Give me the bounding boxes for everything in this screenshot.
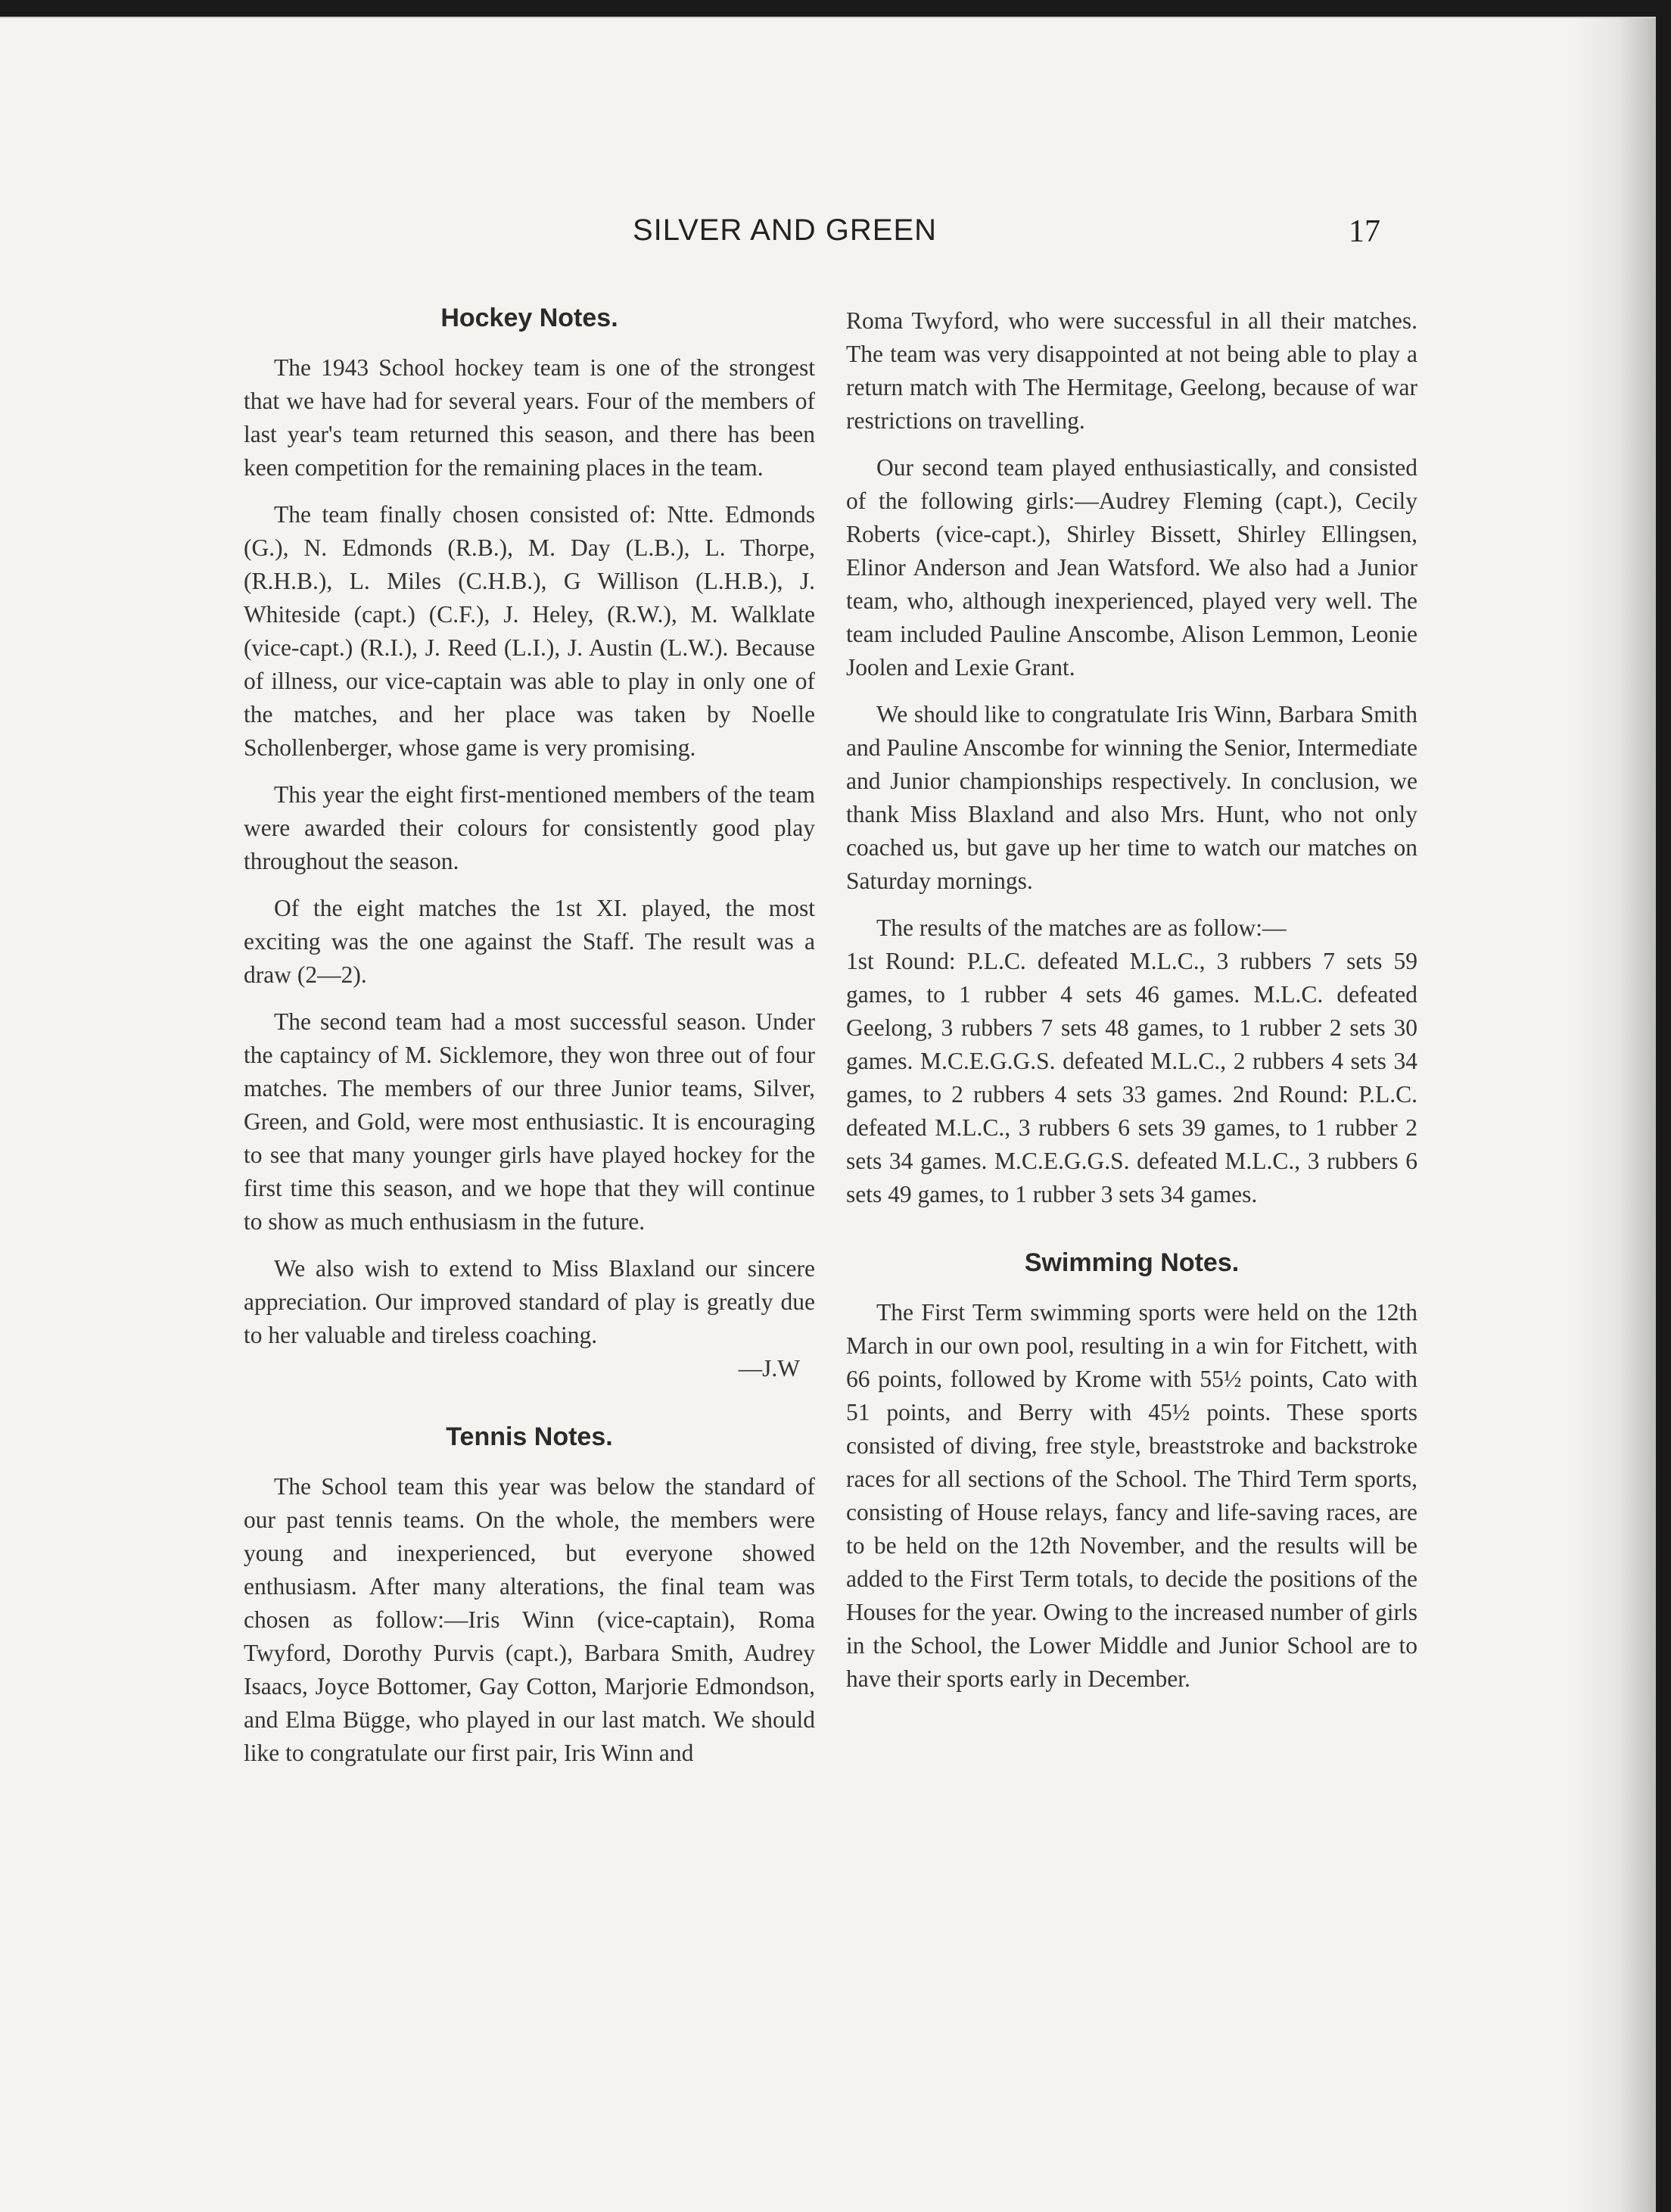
- hockey-heading: Hockey Notes.: [440, 304, 618, 332]
- tennis-paragraph-continued: Roma Twyford, who were successful in all their matches. The team was very disappointed at not being able to play a return match with The Hermitage, Geelong, because of war restrictions on travelling.: [846, 307, 1417, 434]
- right-column: [846, 304, 1417, 1709]
- signature-line: [244, 1352, 815, 1385]
- hockey-paragraph: Of the eight matches the 1st XI. played, the most exciting was the one against the Staff. The result was a draw (2—2).: [244, 895, 815, 988]
- tennis-heading: Tennis Notes.: [446, 1422, 613, 1451]
- spine-shadow: [1573, 18, 1656, 2212]
- tennis-paragraph: Our second team played enthusiastically, and consisted of the following girls:—Audrey Fleming (capt.), Cecily Roberts (vice-capt.), Shirley Bissett, Shirley Ellingsen, Elinor Anderson and Jean Watsford. We also had a Junior team, who, although inexperienced, played very well. The team included Pauline Anscombe, Alison Lemmon, Leonie Joolen and Lexie Grant.: [846, 454, 1417, 681]
- hockey-paragraph: This year the eight first-mentioned members of the team were awarded their colours for consistently good play throughout the season.: [244, 781, 815, 874]
- left-column: [244, 300, 815, 1784]
- hockey-signature: —J.W: [738, 1355, 800, 1382]
- tennis-results: 1st Round: P.L.C. defeated M.L.C., 3 rubbers 7 sets 59 games, to 1 rubber 4 sets 46 games. M.L.C. defeated Geelong, 3 rubbers 7 sets 48 games, to 1 rubber 2 sets 30 games. M.C.E.G.G.S. defeated M.L.C., 2 rubbers 4 sets 34 games, to 2 rubbers 4 sets 33 games. 2nd Round: P.L.C. defeated M.L.C., 3 rubbers 6 sets 39 games, to 1 rubber 2 sets 34 games. M.C.E.G.G.S. defeated M.L.C., 3 rubbers 6 sets 49 games, to 1 rubber 3 sets 34 games.: [846, 948, 1417, 1207]
- hockey-paragraph: We also wish to extend to Miss Blaxland our sincere appreciation. Our improved standard of play is greatly due to her valuable and tireless coaching.: [244, 1255, 815, 1348]
- tennis-results-intro: The results of the matches are as follow:—: [876, 914, 1287, 941]
- hockey-paragraph: The team finally chosen consisted of: Ntte. Edmonds (G.), N. Edmonds (R.B.), M. Day (L.B.), L. Thorpe, (R.H.B.), L. Miles (C.H.B.), G Willison (L.H.B.), J. Whiteside (capt.) (C.F.), J. Heley, (R.W.), M. Walklate (vice-capt.) (R.I.), J. Reed (L.I.), J. Austin (L.W.). Because of illness, our vice-captain was able to play in only one of the matches, and her place was taken by Noelle Schollenberger, whose game is very promising.: [244, 501, 815, 761]
- page-number: 17: [1349, 214, 1380, 249]
- tennis-paragraph: The School team this year was below the standard of our past tennis teams. On the whole, the members were young and inexperienced, but everyone showed enthusiasm. After many alterations, the final team was chosen as follow:—Iris Winn (vice-captain), Roma Twyford, Dorothy Purvis (capt.), Barbara Smith, Audrey Isaacs, Joyce Bottomer, Gay Cotton, Marjorie Edmondson, and Elma Bügge, who played in our last match. We should like to congratulate our first pair, Iris Winn and: [244, 1473, 815, 1766]
- swimming-heading: Swimming Notes.: [1024, 1248, 1240, 1277]
- publication-title: SILVER AND GREEN: [633, 213, 938, 247]
- tennis-paragraph: We should like to congratulate Iris Winn, Barbara Smith and Pauline Anscombe for winning the Senior, Intermediate and Junior championships respectively. In conclusion, we thank Miss Blaxland and also Mrs. Hunt, who not only coached us, but gave up her time to watch our matches on Saturday mornings.: [846, 701, 1417, 894]
- hockey-paragraph: The second team had a most successful season. Under the captaincy of M. Sicklemore, they won three out of four matches. The members of our three Junior teams, Silver, Green, and Gold, were most enthusiastic. It is encouraging to see that many younger girls have played hockey for the first time this season, and we hope that they will continue to show as much enthusiasm in the future.: [244, 1008, 815, 1235]
- swimming-paragraph: The First Term swimming sports were held on the 12th March in our own pool, resulting in a win for Fitchett, with 66 points, followed by Krome with 55½ points, Cato with 51 points, and Berry with 45½ points. These sports consisted of diving, free style, breaststroke and backstroke races for all sections of the School. The Third Term sports, consisting of House relays, fancy and life-saving races, are to be held on the 12th November, and the results will be added to the First Term totals, to decide the positions of the Houses for the year. Owing to the increased number of girls in the School, the Lower Middle and Junior School are to have their sports early in December.: [846, 1299, 1417, 1692]
- running-head: [0, 213, 1656, 259]
- hockey-paragraph: The 1943 School hockey team is one of the strongest that we have had for several years. Four of the members of last year's team returned this season, and there has been keen competition for the remaining places in the team.: [244, 354, 815, 481]
- book-page: [0, 17, 1656, 2212]
